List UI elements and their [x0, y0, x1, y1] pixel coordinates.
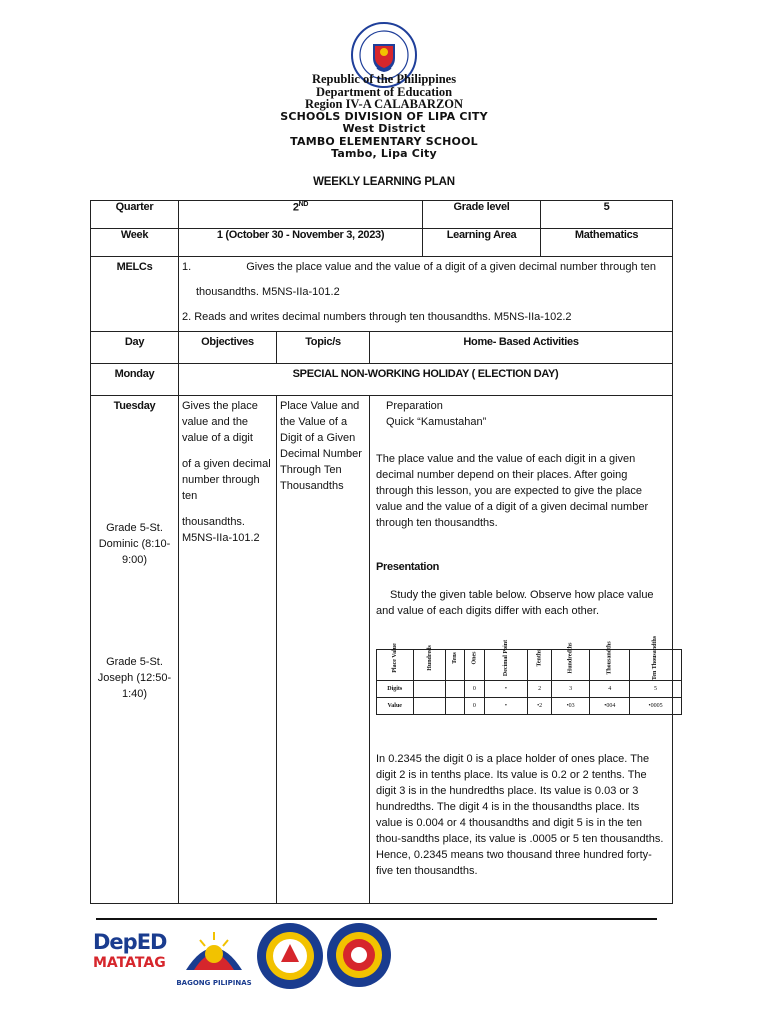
monday-row	[91, 364, 673, 396]
week-row	[91, 229, 673, 257]
preparation-heading: Preparation	[386, 400, 443, 412]
bagong-pilipinas-sun-icon	[176, 924, 252, 974]
tuesday-cell	[91, 396, 179, 904]
melcs-content	[179, 257, 673, 332]
week-value: 1 (October 30 - November 3, 2023)	[179, 229, 423, 257]
melc-2: 2. Reads and writes decimal numbers through ten thousandths. M5NS-IIa-102.2	[182, 311, 572, 323]
pv-header-thousandths	[590, 641, 630, 681]
explanation-paragraph: In 0.2345 the digit 0 is a place holder of ones place. The digit 2 is in tenths place. Its value is 0.2 or 2 tenths. The digit 3 is in the hundredths place. Its value is 0.03 or 3 hundredths. The digit 4 is in the thousandths place. Its value is 0.004 or 4 thousandths and digit 5 is in the ten thou-sandths place, its value is .0005 or 5 ten thousandths. Hence, 0.2345 means two thousand three hundred forty-five ten thousandths.	[376, 753, 664, 877]
pv-digit-cell: 2	[528, 681, 552, 698]
pv-digits-label: Digits	[377, 681, 414, 698]
melc-1-continued: thousandths. M5NS-IIa-101.2	[196, 286, 340, 298]
place-value-header-row	[377, 650, 682, 681]
col-topics: Topic/s	[277, 332, 370, 364]
quarter-suffix: ND	[298, 201, 309, 208]
pv-digit-cell: 0	[464, 681, 484, 698]
pv-header-ones-text: Ones	[471, 651, 478, 665]
matatag-logo-text: MATATAG	[93, 955, 166, 971]
place-value-table	[376, 635, 682, 715]
pv-value-cell: •0005	[630, 698, 681, 715]
footer-divider	[96, 918, 657, 920]
deped-logo-text: DepED	[93, 930, 167, 954]
study-paragraph: Study the given table below. Observe how place value and value of each digits differ with each other.	[376, 589, 654, 617]
tambo-elementary-school-seal-icon	[326, 922, 392, 988]
pv-digit-cell: 4	[590, 681, 630, 698]
header-republic: Republic of the Philippines	[311, 72, 457, 86]
letterhead	[0, 73, 768, 161]
pv-header-place-value-text: Place Value	[391, 643, 398, 673]
pv-digit-cell	[413, 681, 446, 698]
objective-part-3: thousandths. M5NS-IIa-101.2	[182, 516, 260, 544]
objective-part-1: Gives the place value and the value of a digit	[182, 400, 258, 444]
monday-label: Monday	[91, 364, 179, 396]
pv-header-tens	[446, 650, 465, 681]
column-header-row	[91, 332, 673, 364]
pv-value-cell: •004	[590, 698, 630, 715]
pv-digit-cell	[446, 681, 465, 698]
pv-digit-cell: 3	[552, 681, 590, 698]
section-st-joseph: Grade 5-St. Joseph (12:50-1:40)	[97, 656, 172, 700]
pv-value-cell	[413, 698, 446, 715]
learning-area-value: Mathematics	[541, 229, 673, 257]
quarter-value	[179, 201, 423, 229]
pv-header-hundredths	[552, 642, 590, 681]
pv-value-label: Value	[377, 698, 414, 715]
col-objectives: Objectives	[179, 332, 277, 364]
melcs-label: MELCs	[91, 257, 179, 332]
pv-header-hundredths-text: Hundredths	[567, 642, 574, 674]
quarter-label: Quarter	[91, 201, 179, 229]
division-lipa-city-seal-icon	[256, 922, 324, 990]
pv-header-place-value	[377, 643, 414, 681]
header-region: Region IV-A CALABARZON	[304, 97, 464, 111]
quarter-number: 2	[292, 201, 299, 214]
pv-header-ones	[464, 650, 484, 681]
section-st-dominic: Grade 5-St. Dominic (8:10-9:00)	[98, 522, 171, 566]
week-label: Week	[91, 229, 179, 257]
pv-value-cell: 0	[464, 698, 484, 715]
bagong-pilipinas-logo	[176, 924, 252, 986]
place-value-values-row	[377, 698, 682, 715]
grade-level-value: 5	[541, 201, 673, 229]
header-address: Tambo, Lipa City	[331, 147, 437, 160]
activities-cell	[370, 396, 673, 904]
quarter-row	[91, 201, 673, 229]
pv-header-thousandths-text: Thousandths	[606, 641, 613, 675]
header-district: West District	[342, 122, 426, 135]
grade-level-label: Grade level	[423, 201, 541, 229]
col-activities: Home- Based Activities	[370, 332, 673, 364]
header-division: SCHOOLS DIVISION OF LIPA CITY	[280, 109, 488, 123]
topic-cell: Place Value and the Value of a Digit of a Given Decimal Number Through Ten Thousandths	[277, 396, 370, 904]
pv-header-decimal-point	[484, 639, 527, 681]
melc-1	[182, 260, 669, 275]
pv-header-ten-thousandths-text: Ten Thousandths	[652, 635, 659, 681]
pv-value-cell: •2	[528, 698, 552, 715]
pv-value-cell	[446, 698, 465, 715]
melc-1-number: 1.	[182, 261, 192, 273]
melcs-row	[91, 257, 673, 332]
pv-digit-cell: •	[484, 681, 527, 698]
tuesday-row	[91, 396, 673, 904]
pv-value-cell: •	[484, 698, 527, 715]
pv-header-decimal-point-text: Decimal Point	[502, 639, 509, 677]
intro-paragraph: The place value and the value of each digit in a given decimal number depend on their places. After going through this lesson, you are expected to give the place value and the value of a digit of a given decimal number through ten thousandths.	[376, 453, 649, 529]
col-day: Day	[91, 332, 179, 364]
holiday-notice: SPECIAL NON-WORKING HOLIDAY ( ELECTION DAY)	[179, 364, 673, 396]
place-value-digits-row	[377, 681, 682, 698]
learning-area-label: Learning Area	[423, 229, 541, 257]
bagong-pilipinas-text: BAGONG PILIPINAS	[176, 979, 252, 987]
pv-header-tenths-text: Tenths	[536, 649, 543, 667]
preparation-item: Quick “Kamustahan”	[386, 416, 487, 428]
pv-header-hundreds	[413, 645, 446, 681]
melc-1-text: Gives the place value and the value of a digit of a given decimal number through ten	[246, 261, 656, 273]
presentation-heading: Presentation	[376, 561, 440, 573]
tuesday-label: Tuesday	[113, 400, 156, 412]
objective-part-2: of a given decimal number through ten	[182, 458, 271, 502]
header-department: Department of Education	[315, 84, 453, 99]
pv-header-tenths	[528, 650, 552, 681]
deped-matatag-logo	[93, 930, 173, 980]
pv-digit-cell: 5	[630, 681, 681, 698]
pv-value-cell: •03	[552, 698, 590, 715]
objectives-cell	[179, 396, 277, 904]
header-school: TAMBO ELEMENTARY SCHOOL	[290, 134, 478, 148]
pv-header-hundreds-text: Hundreds	[426, 645, 433, 671]
weekly-plan-table	[90, 200, 673, 904]
pv-header-tens-text: Tens	[451, 652, 458, 664]
document-title: WEEKLY LEARNING PLAN	[313, 176, 455, 188]
pv-header-ten-thousandths	[630, 635, 681, 681]
